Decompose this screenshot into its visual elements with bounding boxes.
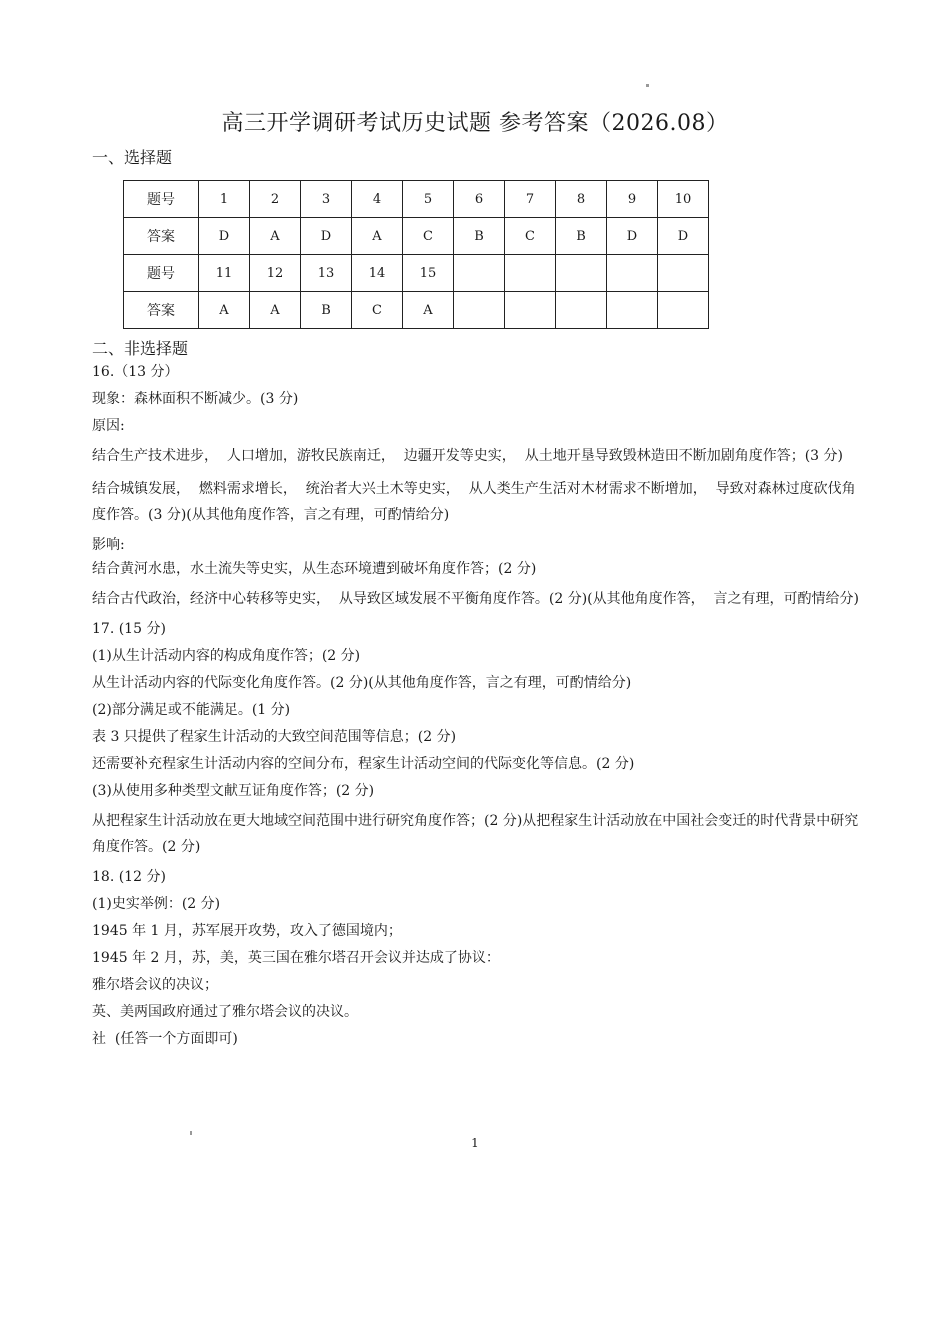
answer-cell: D	[607, 218, 658, 255]
question-number: 5	[403, 181, 454, 218]
answer-cell: C	[505, 218, 556, 255]
answer-line: 原因:	[92, 418, 125, 434]
answer-cell: A	[199, 292, 250, 329]
answer-line: 结合黄河水患，水土流失等史实，从生态环境遭到破坏角度作答；(2 分)	[92, 561, 537, 577]
scan-mark	[190, 1131, 192, 1135]
answer-line: 英、美两国政府通过了雅尔塔会议的决议。	[92, 1004, 358, 1020]
empty-cell	[505, 255, 556, 292]
empty-cell	[505, 292, 556, 329]
row-label: 答案	[124, 218, 199, 255]
empty-cell	[658, 292, 709, 329]
row-label: 答案	[124, 292, 199, 329]
section-heading-choice: 一、选择题	[92, 148, 173, 167]
answer-cell: D	[301, 218, 352, 255]
answer-line: 社 (任答一个方面即可)	[92, 1031, 238, 1047]
answer-cell: B	[301, 292, 352, 329]
row-label: 题号	[124, 255, 199, 292]
question-number: 15	[403, 255, 454, 292]
question-number: 12	[250, 255, 301, 292]
answer-cell: B	[454, 218, 505, 255]
question-number: 9	[607, 181, 658, 218]
question-heading: 17. (15 分)	[92, 621, 166, 637]
question-number: 3	[301, 181, 352, 218]
answer-cell: A	[403, 292, 454, 329]
empty-cell	[658, 255, 709, 292]
answer-line: 表 3 只提供了程家生计活动的大致空间范围等信息；(2 分)	[92, 729, 457, 745]
question-heading: 18. (12 分)	[92, 869, 166, 885]
answer-line: 结合城镇发展， 燃料需求增长， 统治者大兴土木等史实， 从人类生产生活对木材需求不断增加， 导致对森林过度砍伐角度作答。(3 分)(从其他角度作答，言之有理，可酌情给分)	[92, 481, 856, 523]
question-number: 4	[352, 181, 403, 218]
question-number: 11	[199, 255, 250, 292]
empty-cell	[454, 255, 505, 292]
answer-cell: C	[403, 218, 454, 255]
answer-line: 从把程家生计活动放在更大地域空间范围中进行研究角度作答；(2 分)从把程家生计活动放在中国社会变迁的时代背景中研究角度作答。(2 分)	[92, 813, 859, 855]
row-label: 题号	[124, 181, 199, 218]
section-heading-nonchoice: 二、非选择题	[92, 339, 189, 358]
empty-cell	[607, 255, 658, 292]
answer-cell: A	[352, 218, 403, 255]
answer-line: (1)从生计活动内容的构成角度作答；(2 分)	[92, 648, 361, 664]
table-row	[124, 181, 709, 218]
question-number: 1	[199, 181, 250, 218]
table-row	[124, 292, 709, 329]
question-number: 7	[505, 181, 556, 218]
answer-line: (1)史实举例：(2 分)	[92, 896, 221, 912]
answer-body	[92, 362, 862, 1056]
empty-cell	[607, 292, 658, 329]
answer-line: 影响:	[92, 537, 125, 553]
question-number: 14	[352, 255, 403, 292]
question-number: 13	[301, 255, 352, 292]
question-number: 8	[556, 181, 607, 218]
answer-line: 结合生产技术进步， 人口增加，游牧民族南迁， 边疆开发等史实， 从土地开垦导致毁林造田不断加剧角度作答；(3 分)	[92, 448, 843, 464]
answer-line: 从生计活动内容的代际变化角度作答。(2 分)(从其他角度作答，言之有理，可酌情给分)	[92, 675, 632, 691]
answer-table	[123, 180, 709, 329]
empty-cell	[454, 292, 505, 329]
table-row	[124, 218, 709, 255]
answer-line: 1945 年 1 月，苏军展开攻势，攻入了德国境内；	[92, 923, 402, 939]
answer-line: 结合古代政治，经济中心转移等史实， 从导致区域发展不平衡角度作答。(2 分)(从其他角度作答， 言之有理，可酌情给分)	[92, 591, 860, 607]
empty-cell	[556, 255, 607, 292]
answer-line: (3)从使用多种类型文献互证角度作答；(2 分)	[92, 783, 375, 799]
answer-cell: B	[556, 218, 607, 255]
answer-cell: A	[250, 292, 301, 329]
answer-cell: A	[250, 218, 301, 255]
question-number: 10	[658, 181, 709, 218]
answer-cell: D	[199, 218, 250, 255]
answer-cell: C	[352, 292, 403, 329]
question-number: 6	[454, 181, 505, 218]
question-number: 2	[250, 181, 301, 218]
empty-cell	[556, 292, 607, 329]
scan-mark	[646, 84, 649, 87]
answer-line: 还需要补充程家生计活动内容的空间分布，程家生计活动空间的代际变化等信息。(2 分)	[92, 756, 635, 772]
question-heading: 16.（13 分）	[92, 364, 179, 380]
page-number: 1	[471, 1136, 479, 1150]
answer-line: 雅尔塔会议的决议；	[92, 977, 218, 993]
table-row	[124, 255, 709, 292]
page-title: 高三开学调研考试历史试题 参考答案（2026.08）	[221, 111, 729, 136]
answer-line: 1945 年 2 月，苏，美，英三国在雅尔塔召开会议并达成了协议：	[92, 950, 500, 966]
answer-cell: D	[658, 218, 709, 255]
answer-line: 现象：森林面积不断减少。(3 分)	[92, 391, 299, 407]
answer-line: (2)部分满足或不能满足。(1 分)	[92, 702, 291, 718]
